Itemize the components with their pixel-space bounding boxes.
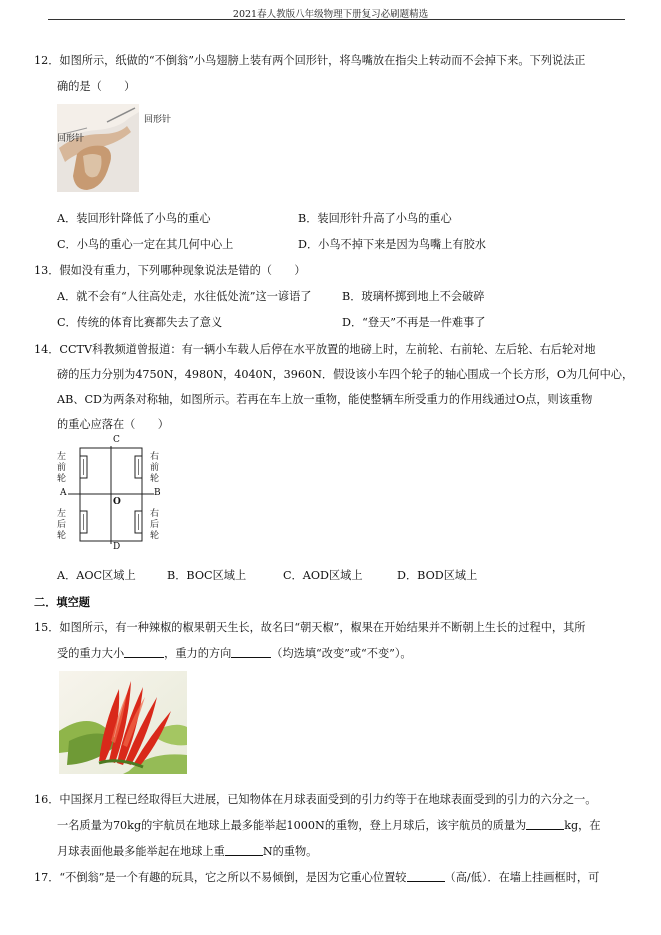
- q15-stem-line2: 受的重力大小 ，重力的方向 （均选填“改变”或“不变”）。: [57, 647, 412, 660]
- q16-blank-2[interactable]: [225, 845, 263, 856]
- q17-blank-1[interactable]: [407, 871, 445, 882]
- q14-option-a: A．AOC区域上: [57, 569, 136, 582]
- left-front-wheel-label: 左 前 轮: [57, 452, 67, 484]
- page-header: 2021春人教版八年级物理下册复习必刷题精选: [232, 9, 429, 20]
- axis-label-b: B: [154, 488, 161, 498]
- q16-stem-line2: 一名质量为70kg的宇航员在地球上最多能举起1000N的重物，登上月球后，该宇航员的质量为 kg，在: [57, 819, 601, 832]
- q14-stem-line3: AB、CD为两条对称轴，如图所示。若再在车上放一重物，能使整辆车所受重力的作用线通过O点，则该重物: [57, 393, 593, 406]
- q13-option-c: C．传统的体育比赛都失去了意义: [57, 316, 223, 329]
- q12-option-c: C．小鸟的重心一定在其几何中心上: [57, 238, 234, 251]
- q14-stem-line4: 的重心应落在（ ）: [57, 418, 169, 431]
- q13-option-a: A．就不会有“人往高处走，水往低处流”这一谚语了: [57, 290, 312, 303]
- q14-stem-line2: 磅的压力分别为4750N，4980N，4040N，3960N．假设该小车四个轮子的轴心围成一个长方形，O为几何中心，: [57, 368, 634, 381]
- section-title-fill-in: 二．填空题: [34, 595, 90, 609]
- q12-option-b: B．装回形针升高了小鸟的重心: [298, 212, 452, 225]
- left-rear-wheel-label: 左 后 轮: [57, 509, 67, 541]
- axis-label-d: D: [113, 542, 121, 552]
- chili-pepper-photo: [59, 671, 187, 774]
- q12-option-a: A．装回形针降低了小鸟的重心: [57, 212, 211, 225]
- q12-stem-line2: 确的是（ ）: [57, 80, 136, 93]
- q12-option-d: D．小鸟不掉下来是因为鸟嘴上有胶水: [298, 238, 486, 251]
- paperclip-label-left: 回形针: [57, 134, 85, 144]
- q14-stem-line1: 14．CCTV科教频道曾报道：有一辆小车载人后停在水平放置的地磅上时，左前轮、右前轮、左后轮、右后轮对地: [34, 343, 596, 356]
- paperclip-label-top: 回形针: [144, 115, 172, 125]
- q12-stem-line1: 12．如图所示，纸做的“不倒翁”小鸟翅膀上装有两个回形针，将鸟嘴放在指尖上转动而不会掉下来。下列说法正: [34, 54, 586, 67]
- axis-label-a: A: [60, 488, 67, 498]
- paperclip-bird-photo: [57, 104, 139, 192]
- q14-option-d: D．BOD区域上: [397, 569, 478, 582]
- q14-option-b: B．BOC区域上: [167, 569, 247, 582]
- q15-blank-2[interactable]: [231, 647, 271, 658]
- q13-option-b: B．玻璃杯掷到地上不会破碎: [342, 290, 485, 303]
- q15-stem-line1: 15．如图所示，有一种辣椒的椒果朝天生长，故名曰“朝天椒”，椒果在开始结果并不断朝上生长的过程中，其所: [34, 621, 586, 634]
- axis-label-c: C: [113, 435, 120, 445]
- q13-stem: 13．假如没有重力，下列哪种现象说法是错的（ ）: [34, 264, 306, 277]
- right-front-wheel-label: 右 前 轮: [150, 452, 160, 484]
- q16-stem-line1: 16．中国探月工程已经取得巨大进展，已知物体在月球表面受到的引力约等于在地球表面受到的引力的六分之一。: [34, 793, 597, 806]
- q16-blank-1[interactable]: [526, 819, 564, 830]
- q16-stem-line3: 月球表面他最多能举起在地球上重 N的重物。: [57, 845, 318, 858]
- header-rule: [48, 19, 625, 20]
- q17-stem-line1: 17．“不倒翁”是一个有趣的玩具，它之所以不易倾倒，是因为它重心位置较 （高/低）．在墙上挂画框时，可: [34, 871, 600, 884]
- q14-option-c: C．AOD区域上: [283, 569, 363, 582]
- center-label-o: O: [113, 497, 121, 507]
- car-wheel-diagram: [54, 435, 168, 553]
- right-rear-wheel-label: 右 后 轮: [150, 509, 160, 541]
- q15-blank-1[interactable]: [124, 647, 164, 658]
- q13-option-d: D．“登天”不再是一件难事了: [342, 316, 486, 329]
